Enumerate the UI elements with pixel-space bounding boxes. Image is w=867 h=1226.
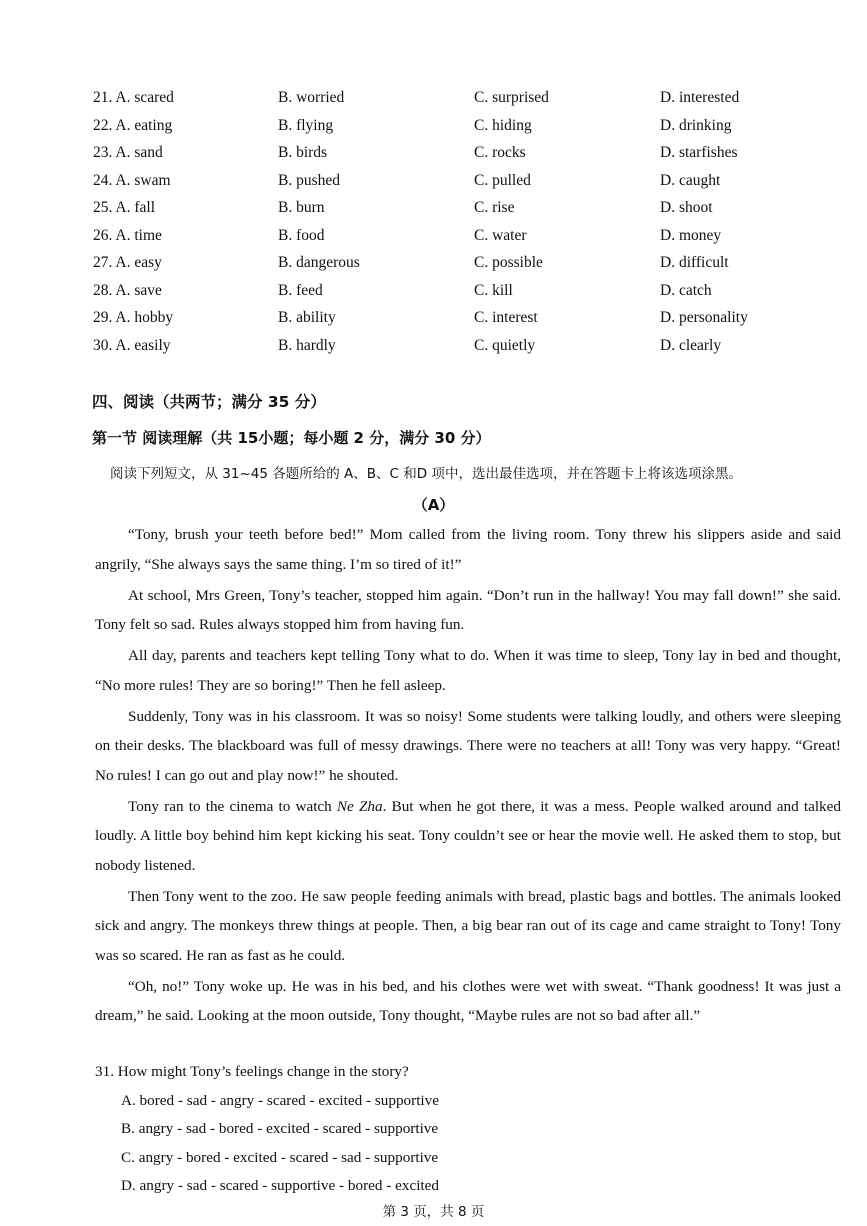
section-title: 四、阅读（共两节；满分 35 分） [92, 393, 326, 411]
option-25-c: C. rise [474, 199, 515, 216]
cloze-options-grid [93, 84, 813, 359]
option-24-b: B. pushed [278, 171, 340, 189]
option-28-d: D. catch [660, 281, 712, 299]
passage-label: （A） [412, 496, 455, 514]
option-row-26 [93, 222, 813, 250]
option-row-27 [93, 249, 813, 277]
option-28-b: B. feed [278, 281, 323, 299]
option-22-b: B. flying [278, 116, 334, 134]
option-22-c: C. hiding [474, 116, 532, 134]
option-row-23 [93, 139, 813, 167]
option-27-b: B. dangerous [278, 254, 360, 271]
option-23-a: 23. A. sand [93, 144, 163, 161]
option-30-c: C. quietly [474, 336, 536, 354]
option-row-22 [93, 112, 813, 140]
option-row-21 [93, 84, 813, 112]
option-26-b: B. food [278, 226, 325, 244]
option-27-a: 27. A. easy [93, 254, 162, 271]
option-23-d: D. starfishes [660, 144, 738, 161]
option-25-b: B. burn [278, 199, 325, 216]
option-row-29 [93, 304, 813, 332]
passage-paragraph: Then Tony went to the zoo. He saw people feeding animals with bread, plastic bags and bottles. The animals looked sick and angry. The monkeys threw things at people. Then, a big bear ran out of its cage and came straight to Tony! Tony was so scared. He ran as fast as he could. [95, 887, 841, 964]
option-row-25 [93, 194, 813, 222]
option-29-b: B. ability [278, 309, 336, 326]
option-26-d: D. money [660, 226, 722, 244]
section-instructions: 阅读下列短文，从 31~45 各题所给的 A、B、C 和D 项中，选出最佳选项，并在答题卡上将该选项涂黑。 [110, 466, 742, 482]
option-row-28 [93, 277, 813, 305]
option-28-c: C. kill [474, 281, 513, 299]
question-choice-b: B. angry - sad - bored - excited - scared - supportive [121, 1120, 439, 1137]
page-footer: 第 3 页，共 8 页 [382, 1204, 485, 1220]
question-choice-d: D. angry - sad - scared - supportive - bored - excited [121, 1177, 439, 1194]
option-22-a: 22. A. eating [93, 116, 173, 134]
option-24-c: C. pulled [474, 171, 531, 189]
option-24-a: 24. A. swam [93, 171, 171, 189]
option-24-d: D. caught [660, 171, 721, 189]
question-stem: 31. How might Tony’s feelings change in the story? [95, 1063, 409, 1080]
reading-passage [95, 520, 841, 1032]
option-25-a: 25. A. fall [93, 199, 156, 216]
option-29-d: D. personality [660, 309, 748, 326]
passage-paragraph: “Oh, no!” Tony woke up. He was in his bed, and his clothes were wet with sweat. “Thank goodness! It was just a dream,” he said. Looking at the moon outside, Tony thought, “Maybe rules are not so bad after all.” [95, 977, 841, 1024]
option-row-30 [93, 332, 813, 360]
passage-paragraph: Tony ran to the cinema to watch Ne Zha. But when he got there, it was a mess. People walked around and talked loudly. A little boy behind him kept kicking his seat. Tony couldn’t see or hear the movie well. He asked them to stop, but nobody listened. [95, 797, 841, 874]
option-29-a: 29. A. hobby [93, 309, 174, 326]
option-21-d: D. interested [660, 89, 740, 106]
option-26-a: 26. A. time [93, 226, 162, 244]
option-25-d: D. shoot [660, 199, 713, 216]
passage-paragraph: All day, parents and teachers kept telling Tony what to do. When it was time to sleep, Tony lay in bed and thought, “No more rules! They are so boring!” Then he fell asleep. [95, 647, 841, 694]
option-30-a: 30. A. easily [93, 336, 171, 354]
option-26-c: C. water [474, 226, 527, 244]
section-subtitle: 第一节 阅读理解（共 15小题；每小题 2 分，满分 30 分） [92, 429, 491, 447]
option-30-b: B. hardly [278, 336, 336, 354]
option-23-c: C. rocks [474, 144, 526, 161]
movie-title: Ne Zha [336, 797, 383, 815]
question-31 [95, 1058, 835, 1201]
option-30-d: D. clearly [660, 336, 722, 354]
option-21-b: B. worried [278, 89, 345, 106]
option-row-24 [93, 167, 813, 195]
option-29-c: C. interest [474, 309, 538, 326]
option-21-c: C. surprised [474, 89, 549, 106]
option-21-a: 21. A. scared [93, 89, 174, 106]
option-23-b: B. birds [278, 144, 328, 161]
passage-paragraph: Suddenly, Tony was in his classroom. It was so noisy! Some students were talking loudly, and others were sleeping on their desks. The blackboard was full of messy drawings. There were no teachers at all! Tony was very happy. “Great! No rules! I can go out and play now!” he shouted. [95, 707, 841, 784]
question-choice-a: A. bored - sad - angry - scared - excited - supportive [121, 1091, 439, 1109]
passage-paragraph: At school, Mrs Green, Tony’s teacher, stopped him again. “Don’t run in the hallway! You may fall down!” she said. Tony felt so sad. Rules always stopped him from having fun. [95, 586, 841, 633]
option-27-c: C. possible [474, 254, 543, 271]
option-27-d: D. difficult [660, 254, 729, 271]
option-22-d: D. drinking [660, 116, 732, 134]
question-choice-c: C. angry - bored - excited - scared - sad - supportive [121, 1148, 439, 1166]
passage-paragraph: “Tony, brush your teeth before bed!” Mom called from the living room. Tony threw his slippers aside and said angrily, “She always says the same thing. I’m so tired of it!” [95, 526, 841, 573]
option-28-a: 28. A. save [93, 281, 162, 299]
